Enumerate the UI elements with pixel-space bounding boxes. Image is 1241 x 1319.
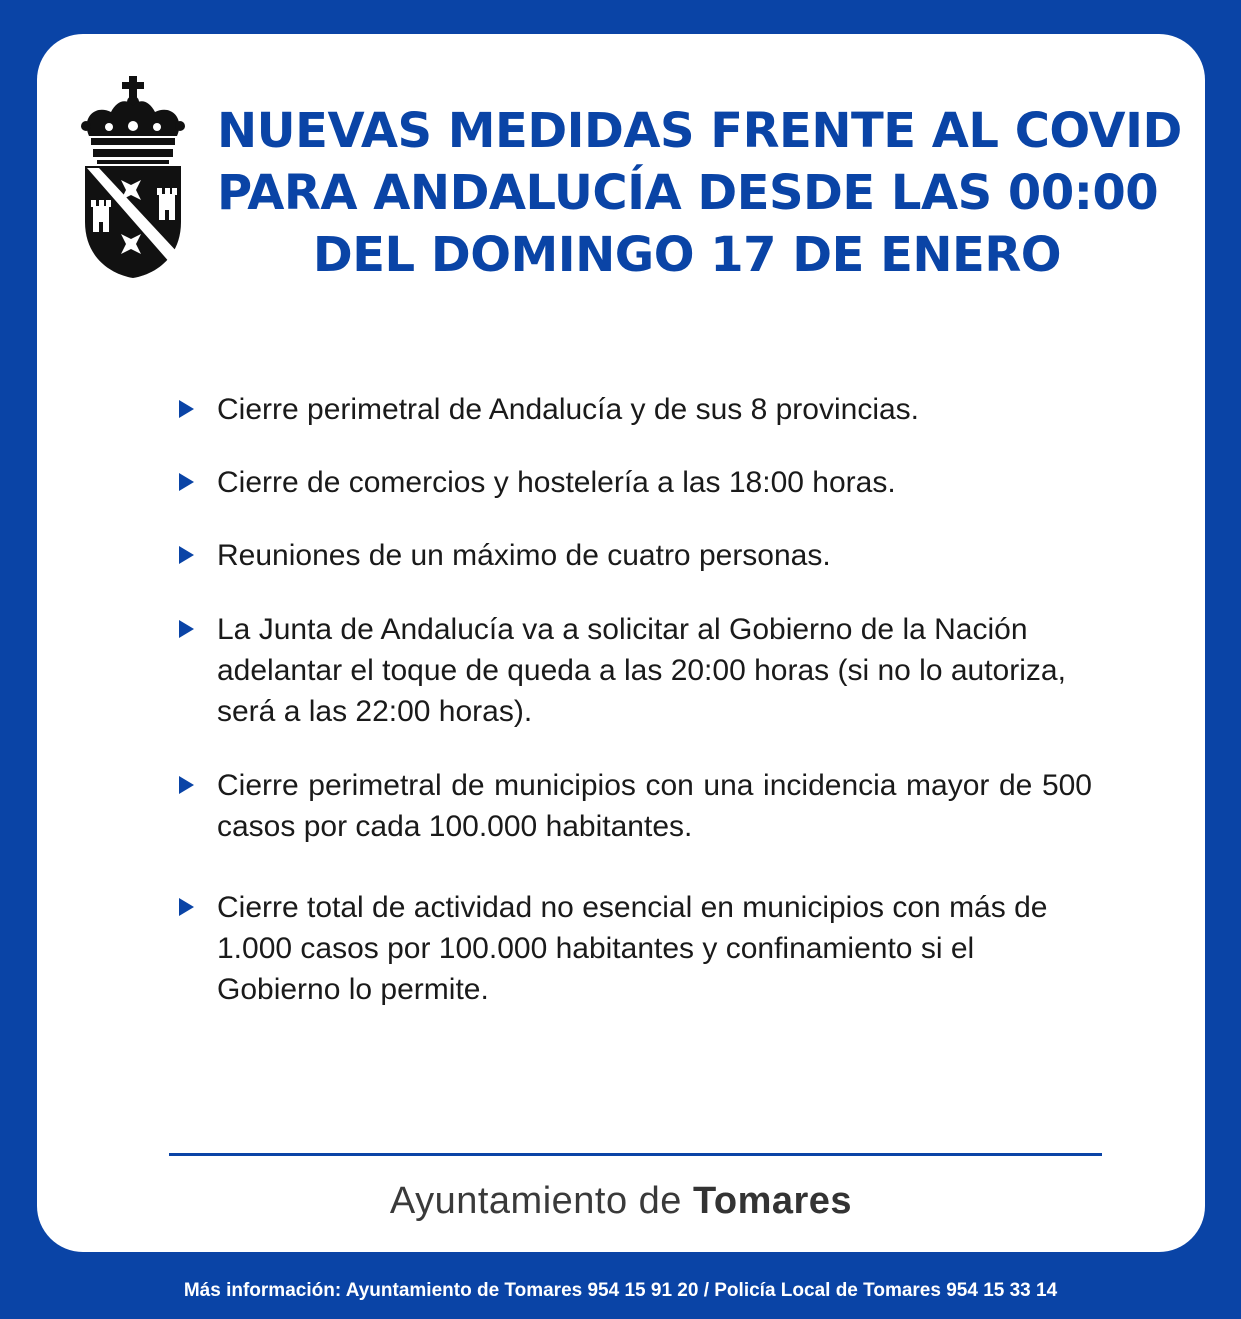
triangle-bullet-icon — [179, 620, 194, 638]
list-item — [177, 765, 1092, 847]
measure-text: Cierre total de actividad no esencial en municipios con más de 1.000 casos por 100.000 habitantes y confinamiento si el Gobierno lo permite. — [217, 891, 1048, 1006]
footer-contact-info: Más información: Ayuntamiento de Tomares 954 15 91 20 / Policía Local de Tomares 954 15 33 14 — [183, 1280, 1058, 1301]
measures-list — [177, 389, 1092, 1010]
triangle-bullet-icon — [179, 473, 194, 491]
list-item — [177, 462, 1092, 503]
triangle-bullet-icon — [179, 776, 194, 794]
triangle-bullet-icon — [179, 546, 194, 564]
title-line-1: NUEVAS MEDIDAS FRENTE AL COVID — [217, 103, 1182, 159]
page-title — [217, 100, 1182, 286]
list-item — [177, 887, 1092, 1010]
measure-text: Cierre perimetral de Andalucía y de sus 8 provincias. — [217, 393, 920, 426]
measure-text: Reuniones de un máximo de cuatro personas. — [217, 539, 831, 572]
list-item — [177, 609, 1092, 732]
organization-town: Tomares — [692, 1180, 853, 1222]
coat-of-arms-icon — [77, 74, 189, 280]
list-item — [177, 535, 1092, 576]
triangle-bullet-icon — [179, 898, 194, 916]
triangle-bullet-icon — [179, 400, 194, 418]
organization-name — [37, 1177, 1205, 1225]
list-item — [177, 389, 1092, 430]
organization-prefix: Ayuntamiento de — [389, 1180, 693, 1222]
divider — [169, 1153, 1102, 1156]
measure-text: Cierre perimetral de municipios con una incidencia mayor de 500 casos por cada 100.000 habitantes. — [217, 769, 1092, 843]
title-line-3: DEL DOMINGO 17 DE ENERO — [312, 227, 1062, 283]
measure-text: Cierre de comercios y hostelería a las 18:00 horas. — [217, 466, 896, 499]
title-line-2: PARA ANDALUCÍA DESDE LAS 00:00 — [217, 165, 1159, 221]
notice-card — [37, 34, 1205, 1252]
measure-text: La Junta de Andalucía va a solicitar al Gobierno de la Nación adelantar el toque de queda a las 20:00 horas (si no lo autoriza, será a las 22:00 horas). — [217, 613, 1066, 728]
